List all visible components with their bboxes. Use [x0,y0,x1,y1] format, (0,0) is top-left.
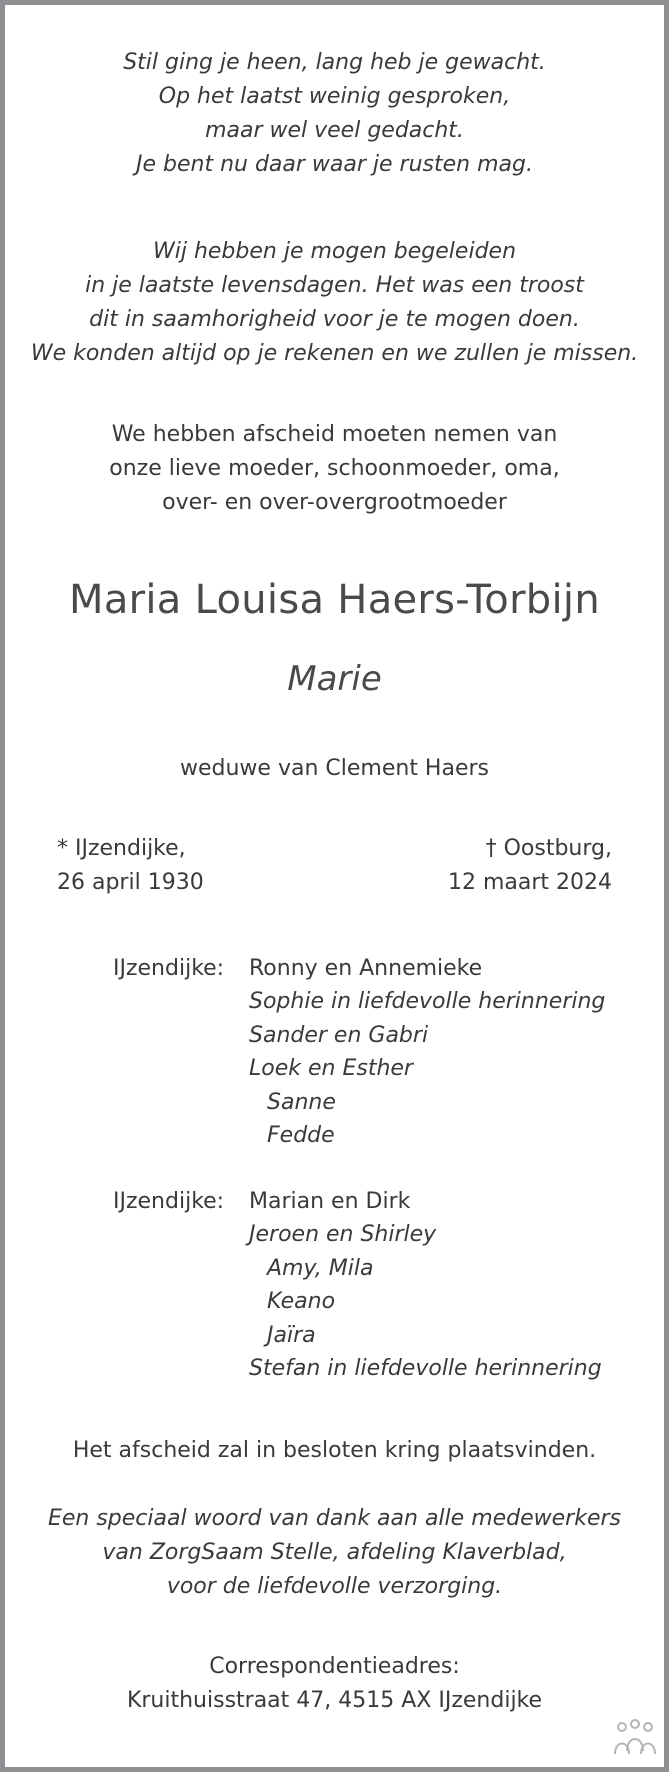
death-date: 12 maart 2024 [447,870,612,895]
poem-line: Je bent nu daar waar je rusten mag. [136,152,533,177]
family-members-2 [249,1185,602,1385]
correspondence [0,1650,669,1718]
family-members-1 [249,952,605,1152]
death-place: † Oostburg, [485,836,612,861]
poem-stanza-1 [0,46,669,182]
family-member: Amy, Mila [267,1255,374,1281]
farewell-note: Het afscheid zal in besloten kring plaatsvinden. [72,1438,597,1463]
family-member: Jaïra [267,1322,316,1348]
birth-info [57,832,204,900]
poem-line: Wij hebben je mogen begeleiden [152,239,517,264]
poem-stanza-2 [0,235,669,371]
family-member: Ronny en Annemieke [249,956,483,981]
poem-line: in je laatste levensdagen. Het was een troost [85,273,584,298]
thanks-line: Een speciaal woord van dank aan alle medewerkers [47,1506,622,1531]
people-group-icon [612,1718,658,1758]
poem-line: maar wel veel gedacht. [205,118,464,143]
deceased-nickname: Marie [287,659,382,699]
announcement [0,418,669,520]
birth-place: * IJzendijke, [57,836,186,861]
thanks-note [0,1502,669,1604]
family-member: Stefan in liefdevolle herinnering [249,1356,602,1382]
family-member: Fedde [267,1123,335,1149]
family-member: Sophie in liefdevolle herinnering [249,989,606,1015]
poem-line: We konden altijd op je rekenen en we zullen je missen. [30,341,639,366]
poem-line: Stil ging je heen, lang heb je gewacht. [123,50,546,75]
announcement-line: We hebben afscheid moeten nemen van [111,422,558,447]
correspondence-label: Correspondentieadres: [209,1654,460,1679]
poem-line: dit in saamhorigheid voor je te mogen doen. [89,307,580,332]
family-location: IJzendijke: [113,1189,225,1214]
family-member: Jeroen en Shirley [249,1222,437,1248]
correspondence-address: Kruithuisstraat 47, 4515 AX IJzendijke [126,1688,543,1713]
family-member: Keano [267,1289,336,1315]
family-member: Marian en Dirk [249,1189,411,1214]
announcement-line: onze lieve moeder, schoonmoeder, oma, [109,456,560,481]
family-member: Sander en Gabri [249,1022,429,1048]
deceased-name: Maria Louisa Haers-Torbijn [69,577,600,623]
thanks-line: voor de liefdevolle verzorging. [166,1574,503,1599]
family-member: Loek en Esther [249,1056,413,1082]
death-info [448,832,612,900]
announcement-line: over- en over-overgrootmoeder [162,490,507,515]
widow-of: weduwe van Clement Haers [180,756,489,781]
poem-line: Op het laatst weinig gesproken, [158,84,511,109]
family-location: IJzendijke: [113,956,225,981]
birth-date: 26 april 1930 [57,870,204,895]
family-member: Sanne [267,1089,336,1115]
thanks-line: van ZorgSaam Stelle, afdeling Klaverblad, [102,1540,567,1565]
